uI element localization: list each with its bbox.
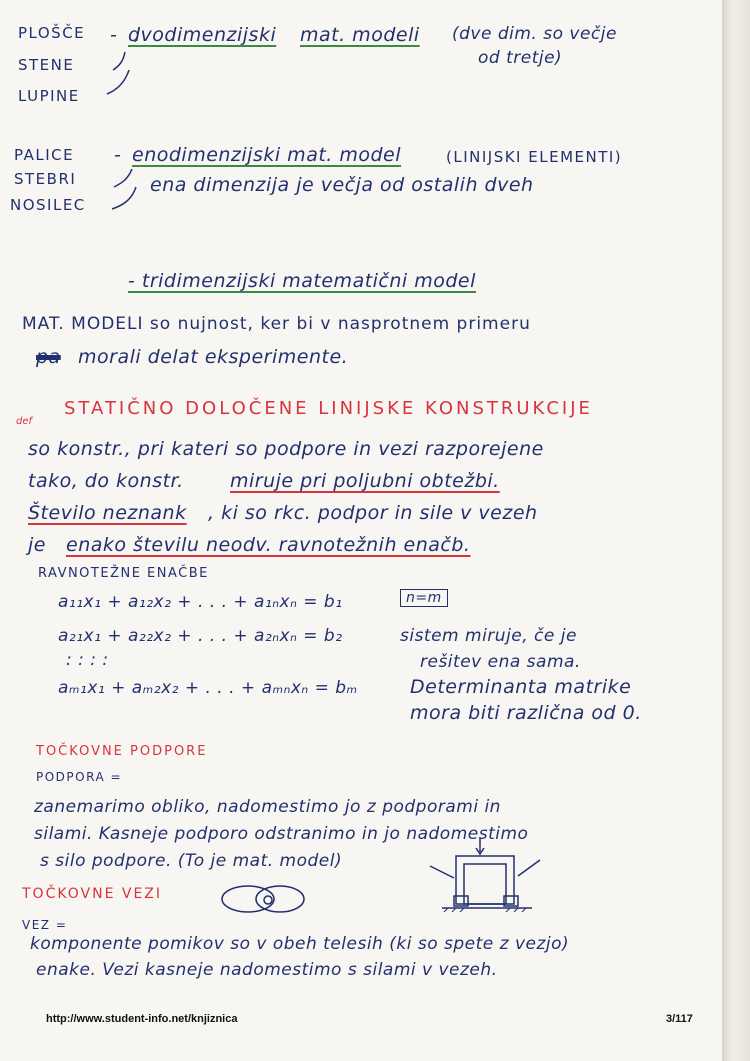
bracket-lines-2 — [100, 165, 150, 215]
static-l2-ul: miruje pri poljubni obtežbi. — [230, 470, 500, 492]
models-crossed: pa — [36, 346, 61, 368]
supports-label: PODPORA = — [36, 770, 123, 784]
links-l2: enake. Vezi kasneje nadomestimo s silami v vezeh. — [36, 960, 498, 980]
links-l1: komponente pomikov so v obeh telesih (ki so spete z vezjo) — [30, 934, 570, 954]
item-palice: PALICE — [14, 146, 75, 164]
eq-note-4: mora biti različna od 0. — [410, 702, 642, 724]
supports-l2: silami. Kasneje podporo odstranimo in jo nadomestimo — [34, 824, 529, 844]
one-dim-title: enodimenzijski mat. model — [132, 144, 402, 166]
eq-row-1: a₁₁x₁ + a₁₂x₂ + . . . + a₁ₙxₙ = b₁ — [58, 592, 343, 612]
frame-support-sketch — [428, 836, 548, 916]
supports-l1: zanemarimo obliko, nadomestimo jo z podporami in — [34, 797, 501, 817]
static-l2-pre: tako, do konstr. — [28, 470, 184, 492]
static-l1: so konstr., pri kateri so podpore in vezi razporejene — [28, 438, 544, 460]
item-stene: STENE — [18, 56, 75, 74]
eq-row-dots: : : : : — [66, 650, 109, 670]
footer-url[interactable]: http://www.student-info.net/knjiznica — [46, 1013, 238, 1025]
models-line2: morali delat eksperimente. — [78, 346, 349, 368]
links-label: VEZ = — [22, 918, 68, 932]
supports-l3: s silo podpore. (To je mat. model) — [40, 851, 343, 871]
eq-row-m: aₘ₁x₁ + aₘ₂x₂ + . . . + aₘₙxₙ = bₘ — [58, 678, 358, 698]
eq-note-1: sistem miruje, če je — [400, 626, 577, 646]
eq-note-2: rešitev ena sama. — [420, 652, 581, 672]
eq-row-2: a₂₁x₁ + a₂₂x₂ + . . . + a₂ₙxₙ = b₂ — [58, 626, 343, 646]
three-dim-title: - tridimenzijski matematični model — [128, 270, 476, 292]
link-sketch — [218, 882, 308, 916]
models-line1: MAT. MODELI so nujnost, ker bi v nasprotnem primeru — [22, 314, 531, 334]
one-dim-note: ena dimenzija je večja od ostalih dveh — [150, 174, 534, 196]
two-dim-paren1: (dve dim. so večje — [452, 24, 617, 44]
static-l3-rest: , ki so rkc. podpor in sile v vezeh — [208, 502, 538, 524]
item-stebri: STEBRI — [14, 170, 77, 188]
static-l4-ul: enako številu neodv. ravnotežnih enačb. — [66, 534, 471, 556]
n-equals-m-box: n=m — [400, 589, 448, 607]
static-heading: STATIČNO DOLOČENE LINIJSKE KONSTRUKCIJE — [64, 398, 593, 419]
def-mark: def — [16, 416, 33, 427]
links-heading: TOČKOVNE VEZI — [22, 886, 163, 902]
equations-label: RAVNOTEŽNE ENAČBE — [38, 566, 209, 581]
page-edge — [722, 0, 750, 1061]
item-plosce: PLOŠČE — [18, 24, 86, 42]
two-dim-rest: mat. modeli — [300, 24, 420, 46]
dash-2: - — [114, 144, 122, 166]
item-lupine: LUPINE — [18, 87, 80, 105]
one-dim-paren: (LINIJSKI ELEMENTI) — [446, 148, 623, 166]
two-dim-paren2: od tretje) — [478, 48, 563, 68]
two-dim-title: dvodimenzijski — [128, 24, 277, 46]
static-l4-pre: je — [28, 534, 46, 556]
item-nosilec: NOSILEC — [10, 196, 86, 214]
static-l3-ul: Število neznank — [28, 502, 187, 524]
bracket-lines — [95, 40, 145, 98]
page-number: 3/117 — [666, 1013, 693, 1025]
dash: - — [110, 24, 118, 46]
supports-heading: TOČKOVNE PODPORE — [36, 744, 208, 759]
eq-note-3: Determinanta matrike — [410, 676, 632, 698]
